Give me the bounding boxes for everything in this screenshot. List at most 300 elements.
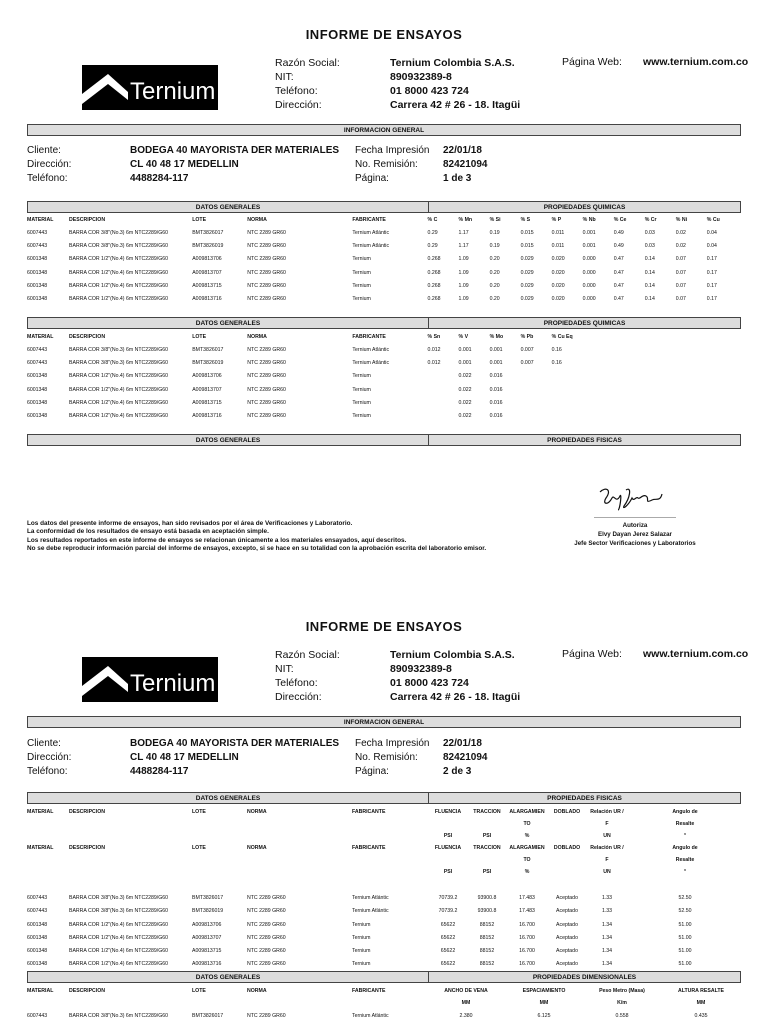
web-label: Página Web: [562, 56, 622, 68]
table-cell: Ternium [352, 269, 371, 276]
table-cell [645, 383, 676, 396]
column-header: % Cr [644, 217, 657, 223]
table-cell: 0.015 [520, 229, 534, 236]
ternium-mark-icon [82, 70, 128, 110]
table-cell: 0.49 [613, 242, 624, 249]
page2-title: INFORME DE ENSAYOS [305, 619, 463, 634]
empty-cell [192, 866, 247, 878]
table-cell: 0.268 [427, 282, 441, 289]
table-cell: 0.022 [458, 373, 472, 380]
column-header: FLUENCIA [434, 809, 462, 815]
column-header: MATERIAL [27, 809, 54, 815]
table-cell [645, 356, 676, 369]
table-cell [521, 409, 552, 422]
table-cell: 0.14 [644, 256, 655, 263]
table-cell: 0.001 [458, 346, 472, 353]
table-cell: 93900.8 [477, 908, 497, 915]
table-cell: 0.001 [582, 229, 596, 236]
autoriza-label: Autoriza [622, 522, 648, 529]
empty-cell [69, 830, 192, 842]
unit-header: % [524, 833, 530, 839]
cliente-value: BODEGA 40 MAYORISTA DER MATERIALES [130, 738, 340, 749]
nit-label: NIT: [275, 663, 294, 675]
empty-cell [352, 830, 427, 842]
table-cell: 6001348 [27, 399, 48, 406]
table-cell: Ternium Atlántic [352, 242, 390, 249]
column-header: Relación UR / [590, 809, 624, 815]
column-header: NORMA [247, 217, 267, 223]
dim-units-row [27, 997, 741, 1009]
table-cell: 16.700 [519, 921, 535, 928]
table-cell: 6001348 [27, 296, 48, 303]
table-cell: 0.000 [582, 269, 596, 276]
table-cell [521, 396, 552, 409]
page1-ternium-logo [82, 65, 218, 110]
table-cell [676, 383, 707, 396]
nit-value: 890932389-8 [390, 663, 452, 675]
note-line: La conformidad de los resultados de ensayo está basada en aceptación simple. [27, 528, 269, 536]
page2-doc-values [443, 737, 488, 779]
unit-header: PSI [482, 869, 492, 875]
remision-value: 82421094 [443, 159, 488, 170]
table-cell: 0.47 [613, 282, 624, 289]
table-cell: 6007443 [27, 229, 48, 236]
table-cell: 52.50 [678, 894, 692, 901]
table-row [27, 356, 741, 369]
table-cell: 0.07 [675, 296, 686, 303]
column-header [676, 331, 707, 343]
table-cell: 17.483 [519, 908, 535, 915]
datos-generales-label: DATOS GENERALES [28, 972, 429, 982]
table-cell: 0.19 [489, 242, 500, 249]
table-cell: 6007443 [27, 242, 48, 249]
table-cell: 0.268 [427, 256, 441, 263]
table-cell: Ternium [352, 413, 371, 420]
table-cell [676, 356, 707, 369]
table-cell: 6007443 [27, 894, 48, 901]
column-header: % Si [489, 217, 501, 223]
column-header: FABRICANTE [352, 809, 386, 815]
table-cell: 0.558 [615, 1012, 629, 1019]
table-cell: 1.34 [601, 961, 613, 968]
table-cell [614, 383, 645, 396]
table-cell: 1.17 [458, 242, 469, 249]
cliente-label: Cliente: [27, 145, 61, 156]
table-cell: Ternium Atlántic [352, 908, 389, 915]
table-cell: NTC 2289 GR60 [247, 359, 286, 366]
empty-cell [27, 854, 69, 866]
table-cell: 88152 [479, 934, 495, 941]
table-row [27, 253, 741, 266]
table-cell: 0.07 [675, 256, 686, 263]
page2-company-values [390, 648, 520, 704]
table-cell [707, 409, 741, 422]
table-cell: 0.14 [644, 269, 655, 276]
table-cell: BMT3826019 [192, 359, 224, 366]
table-cell: 0.016 [489, 386, 503, 393]
dir-label: Dirección: [275, 99, 322, 111]
unit-header: ° [683, 869, 687, 875]
table-row [27, 279, 741, 292]
prop-fisicas-label: PROPIEDADES FISICAS [547, 436, 622, 444]
page1-client-labels [27, 144, 71, 186]
column-header [645, 331, 676, 343]
table-cell: A009813707 [192, 386, 222, 393]
info-general-label: INFORMACION GENERAL [343, 126, 425, 134]
page2-company-labels [275, 648, 340, 704]
fecha-label: Fecha Impresión [355, 145, 430, 156]
table-cell [583, 343, 614, 356]
table-row [27, 409, 741, 422]
page1-chem2-bar [27, 317, 741, 329]
table-cell: BARRA COR 1/2"(No.4) 6m NTC2289/G60 [69, 256, 169, 263]
table-cell: 0.020 [551, 269, 565, 276]
prop-quimicas-label: PROPIEDADES QUIMICAS [543, 203, 626, 211]
client-tel-label: Teléfono: [27, 173, 68, 184]
empty-cell [352, 818, 427, 830]
table-cell [428, 396, 459, 409]
table-cell: 6001348 [27, 256, 48, 263]
table-cell: 51.00 [678, 921, 692, 928]
table-cell: 1.33 [601, 894, 613, 901]
column-header: DESCRIPCION [69, 845, 106, 851]
client-dir-value: CL 40 48 17 MEDELLIN [130, 752, 239, 763]
table-cell [552, 370, 583, 383]
table-cell: BARRA COR 1/2"(No.4) 6m NTC2289/G60 [69, 399, 169, 406]
column-header: % Pb [520, 334, 534, 340]
signer-role: Jefe Sector Verificaciones y Laboratorios [574, 540, 696, 547]
nit-label: NIT: [275, 71, 294, 83]
dir-label: Dirección: [275, 691, 322, 703]
page1-company-labels [275, 56, 340, 112]
column-header: Angulo de [672, 845, 698, 851]
table-cell [614, 356, 645, 369]
column-header: % P [551, 217, 562, 223]
table-cell: Aceptado [556, 961, 578, 968]
page1-doc-labels [355, 144, 429, 186]
column-header: % Cu [706, 217, 720, 223]
tel-value: 01 8000 423 724 [390, 85, 469, 97]
table-cell [614, 409, 645, 422]
table-cell: 1.09 [458, 282, 469, 289]
table-cell: NTC 2289 GR60 [247, 908, 286, 915]
table-cell: 0.022 [458, 399, 472, 406]
table-cell: A009813706 [192, 256, 222, 263]
client-dir-label: Dirección: [27, 752, 72, 763]
table-cell: BMT3826017 [192, 894, 224, 901]
column-header: LOTE [192, 845, 206, 851]
table-row [27, 226, 741, 239]
table-cell [428, 383, 459, 396]
table-cell: 0.029 [520, 296, 534, 303]
table-cell: BMT3826017 [192, 346, 224, 353]
table-cell: NTC 2289 GR60 [247, 269, 286, 276]
table-cell [614, 343, 645, 356]
signature-image [596, 484, 668, 516]
table-cell: NTC 2289 GR60 [247, 386, 286, 393]
page1-client-values [130, 144, 339, 186]
table-cell [428, 370, 459, 383]
table-cell: 65622 [440, 934, 456, 941]
table-cell: Ternium [352, 256, 371, 263]
table-cell: 0.07 [675, 282, 686, 289]
column-header: ALARGAMIEN [509, 809, 545, 815]
table-cell [676, 370, 707, 383]
empty-cell [247, 997, 352, 1009]
table-cell: 0.17 [706, 256, 717, 263]
table-cell: 16.700 [519, 961, 535, 968]
column-header: Angulo de [672, 809, 698, 815]
empty-cell [27, 830, 69, 842]
column-header: % Mn [458, 217, 473, 223]
table-cell: 93900.8 [477, 894, 497, 901]
table-cell: 0.007 [520, 359, 534, 366]
nit-value: 890932389-8 [390, 71, 452, 83]
empty-cell [247, 830, 352, 842]
column-header: F [605, 821, 609, 827]
remision-label: No. Remisión: [355, 752, 418, 763]
web-value[interactable]: www.ternium.com.co [643, 56, 749, 68]
info-general-label: INFORMACION GENERAL [343, 718, 425, 726]
table-cell: NTC 2289 GR60 [247, 1012, 286, 1019]
column-header: LOTE [192, 988, 206, 994]
fecha-label: Fecha Impresión [355, 738, 430, 749]
table-row [27, 239, 741, 252]
phys-table [27, 806, 741, 971]
table-cell: BARRA COR 1/2"(No.4) 6m NTC2289/G60 [69, 961, 168, 968]
fecha-value: 22/01/18 [443, 738, 482, 749]
column-header: % C [427, 217, 438, 223]
prop-quimicas-label: PROPIEDADES QUIMICAS [543, 319, 626, 327]
column-header: FABRICANTE [352, 988, 386, 994]
table-cell: NTC 2289 GR60 [247, 229, 286, 236]
table-row [27, 370, 741, 383]
pagina-label: Página: [355, 173, 389, 184]
table-cell: 0.016 [489, 399, 503, 406]
table-cell: 0.19 [489, 229, 500, 236]
table-cell [583, 370, 614, 383]
table-cell: 0.020 [551, 256, 565, 263]
column-header: NORMA [247, 845, 267, 851]
page1-title: INFORME DE ENSAYOS [305, 27, 463, 42]
table-cell: Ternium [352, 296, 371, 303]
unit-header: PSI [443, 869, 453, 875]
dim-header-row [27, 985, 741, 997]
table-cell: 88152 [479, 921, 495, 928]
column-header [469, 854, 505, 866]
table-cell: A009813707 [192, 269, 222, 276]
table-cell: BARRA COR 1/2"(No.4) 6m NTC2289/G60 [69, 282, 169, 289]
table-cell: Aceptado [556, 908, 578, 915]
table-row [27, 383, 741, 396]
table-cell: 0.001 [489, 346, 503, 353]
note-line: No se debe reproducir información parcial del informe de ensayos, excepto, si se hace en su totalidad con la aprobación escrita del laboratorio emisor. [27, 545, 487, 553]
table-cell: 1.34 [601, 948, 613, 955]
column-header: Resalte [675, 821, 695, 827]
table-cell: 0.001 [582, 242, 596, 249]
table-cell: 0.17 [706, 282, 717, 289]
table-row [27, 266, 741, 279]
ternium-mark-icon [82, 662, 128, 702]
table-cell: 0.000 [582, 282, 596, 289]
table-cell: NTC 2289 GR60 [247, 296, 286, 303]
unit-header: UN [603, 833, 611, 839]
table-cell: 6001348 [27, 948, 48, 955]
column-header: DESCRIPCION [69, 988, 106, 994]
empty-cell [352, 997, 427, 1009]
column-header: FABRICANTE [352, 334, 386, 340]
table-cell [645, 370, 676, 383]
column-header: TRACCION [473, 845, 501, 851]
table-cell: 0.14 [644, 296, 655, 303]
note-line: Los datos del presente informe de ensayos, han sido revisados por el área de Verificaciones y Laboratorio. [27, 520, 353, 527]
table-cell: A009813716 [192, 296, 222, 303]
table-cell [428, 409, 459, 422]
table-cell: 70739.2 [438, 908, 458, 915]
tel-label: Teléfono: [275, 677, 318, 689]
table-cell: 52.50 [678, 908, 692, 915]
client-tel-label: Teléfono: [27, 766, 68, 777]
unit-header: % [524, 869, 530, 875]
table-cell: 16.700 [519, 934, 535, 941]
table-cell: BARRA COR 3/8"(No.3) 6m NTC2289/G60 [69, 229, 169, 236]
table-cell: Aceptado [556, 934, 578, 941]
column-header: ALARGAMIEN [509, 845, 545, 851]
table-cell: Ternium Atlántic [352, 1012, 389, 1019]
table-cell: 2.380 [459, 1012, 473, 1019]
phys-units-row [27, 866, 741, 878]
table-cell: 6001348 [27, 934, 48, 941]
table-cell: 0.016 [489, 373, 503, 380]
table-cell: 0.16 [551, 346, 562, 353]
table-cell: 65622 [440, 948, 456, 955]
table-cell: BARRA COR 1/2"(No.4) 6m NTC2289/G60 [69, 948, 168, 955]
column-header: ESPACIAMIENTO [522, 988, 566, 994]
table-cell [707, 343, 741, 356]
column-header: % V [458, 334, 469, 340]
table-cell: A009813706 [192, 921, 222, 928]
table-cell: Ternium [352, 961, 371, 968]
table-cell: BARRA COR 1/2"(No.4) 6m NTC2289/G60 [69, 269, 169, 276]
table-cell: Aceptado [556, 894, 578, 901]
table-cell: A009813707 [192, 934, 222, 941]
unit-header: MM [539, 1000, 549, 1006]
table-cell: NTC 2289 GR60 [247, 894, 286, 901]
table-cell: BARRA COR 3/8"(No.3) 6m NTC2289/G60 [69, 359, 169, 366]
page1-info-general-bar [27, 124, 741, 136]
page2-doc-labels [355, 737, 429, 779]
table-cell: NTC 2289 GR60 [247, 948, 286, 955]
table-cell: 0.02 [675, 229, 686, 236]
web-value[interactable]: www.ternium.com.co [643, 648, 749, 660]
pagina-value: 1 de 3 [443, 173, 472, 184]
dir-value: Carrera 42 # 26 - 18. Itagüi [390, 99, 521, 111]
table-cell: 0.020 [551, 296, 565, 303]
razon-label: Razón Social: [275, 649, 340, 661]
table-cell: 0.47 [613, 269, 624, 276]
table-cell [676, 343, 707, 356]
table-cell [614, 396, 645, 409]
page2-info-general-bar [27, 716, 741, 728]
column-header [427, 818, 469, 830]
table-cell: BARRA COR 1/2"(No.4) 6m NTC2289/G60 [69, 413, 169, 420]
table-cell: BARRA COR 3/8"(No.3) 6m NTC2289/G60 [69, 346, 169, 353]
signature-block [540, 521, 730, 548]
column-header: TRACCION [473, 809, 501, 815]
table-cell [707, 356, 741, 369]
table-cell: 0.20 [489, 256, 500, 263]
table-cell: BMT3826019 [192, 242, 224, 249]
column-header: TO [523, 857, 531, 863]
table-cell: NTC 2289 GR60 [247, 282, 286, 289]
phys-header-row [27, 806, 741, 818]
column-header: MATERIAL [27, 217, 54, 223]
unit-header: PSI [482, 833, 492, 839]
table-cell [645, 409, 676, 422]
table-cell: NTC 2289 GR60 [247, 934, 286, 941]
table-cell: 1.17 [458, 229, 469, 236]
table-cell: 0.001 [489, 359, 503, 366]
page1-phys-bar [27, 434, 741, 446]
table-cell: 1.34 [601, 934, 613, 941]
table-cell: 0.20 [489, 282, 500, 289]
table-cell: 0.268 [427, 296, 441, 303]
table-cell: Ternium [352, 373, 371, 380]
column-header: MATERIAL [27, 334, 54, 340]
page2-client-labels [27, 737, 71, 779]
phys-header-row [27, 818, 741, 830]
table-cell: Ternium [352, 948, 371, 955]
table-cell [583, 409, 614, 422]
table-cell: 0.029 [520, 282, 534, 289]
razon-label: Razón Social: [275, 57, 340, 69]
column-header: LOTE [192, 217, 207, 223]
table-cell: 0.29 [427, 229, 438, 236]
column-header: FABRICANTE [352, 845, 386, 851]
client-tel-value: 4488284-117 [130, 173, 189, 184]
table-cell: 0.007 [520, 346, 534, 353]
table-cell: Ternium Atlántic [352, 894, 389, 901]
empty-cell [192, 818, 247, 830]
phys-header-row [27, 854, 741, 866]
table-cell [645, 396, 676, 409]
table-cell: 0.20 [489, 296, 500, 303]
empty-cell [27, 997, 69, 1009]
table-cell: 0.029 [520, 269, 534, 276]
table-cell: 88152 [479, 961, 495, 968]
table-cell: 51.00 [678, 961, 692, 968]
table-cell: A009813715 [192, 399, 222, 406]
table-cell: 6001348 [27, 413, 48, 420]
pagina-value: 2 de 3 [443, 766, 472, 777]
table-cell: 70739.2 [438, 894, 458, 901]
empty-cell [352, 866, 427, 878]
table-cell: 0.14 [644, 282, 655, 289]
page2-client-values [130, 737, 339, 779]
table-cell: 0.000 [582, 296, 596, 303]
spacer-cell [27, 878, 69, 891]
table-cell: 0.435 [694, 1012, 708, 1019]
page1-company-values [390, 56, 520, 112]
table-cell: A009813715 [192, 282, 222, 289]
note-line: Los resultados reportados en este informe de ensayos se relacionan únicamente a los materiales ensayados, aquí descritos. [27, 536, 407, 544]
empty-cell [192, 854, 247, 866]
dim-table [27, 985, 741, 1022]
phys-header-row [27, 842, 741, 854]
empty-cell [247, 818, 352, 830]
table-cell: BARRA COR 1/2"(No.4) 6m NTC2289/G60 [69, 373, 169, 380]
table-cell: 65622 [440, 921, 456, 928]
